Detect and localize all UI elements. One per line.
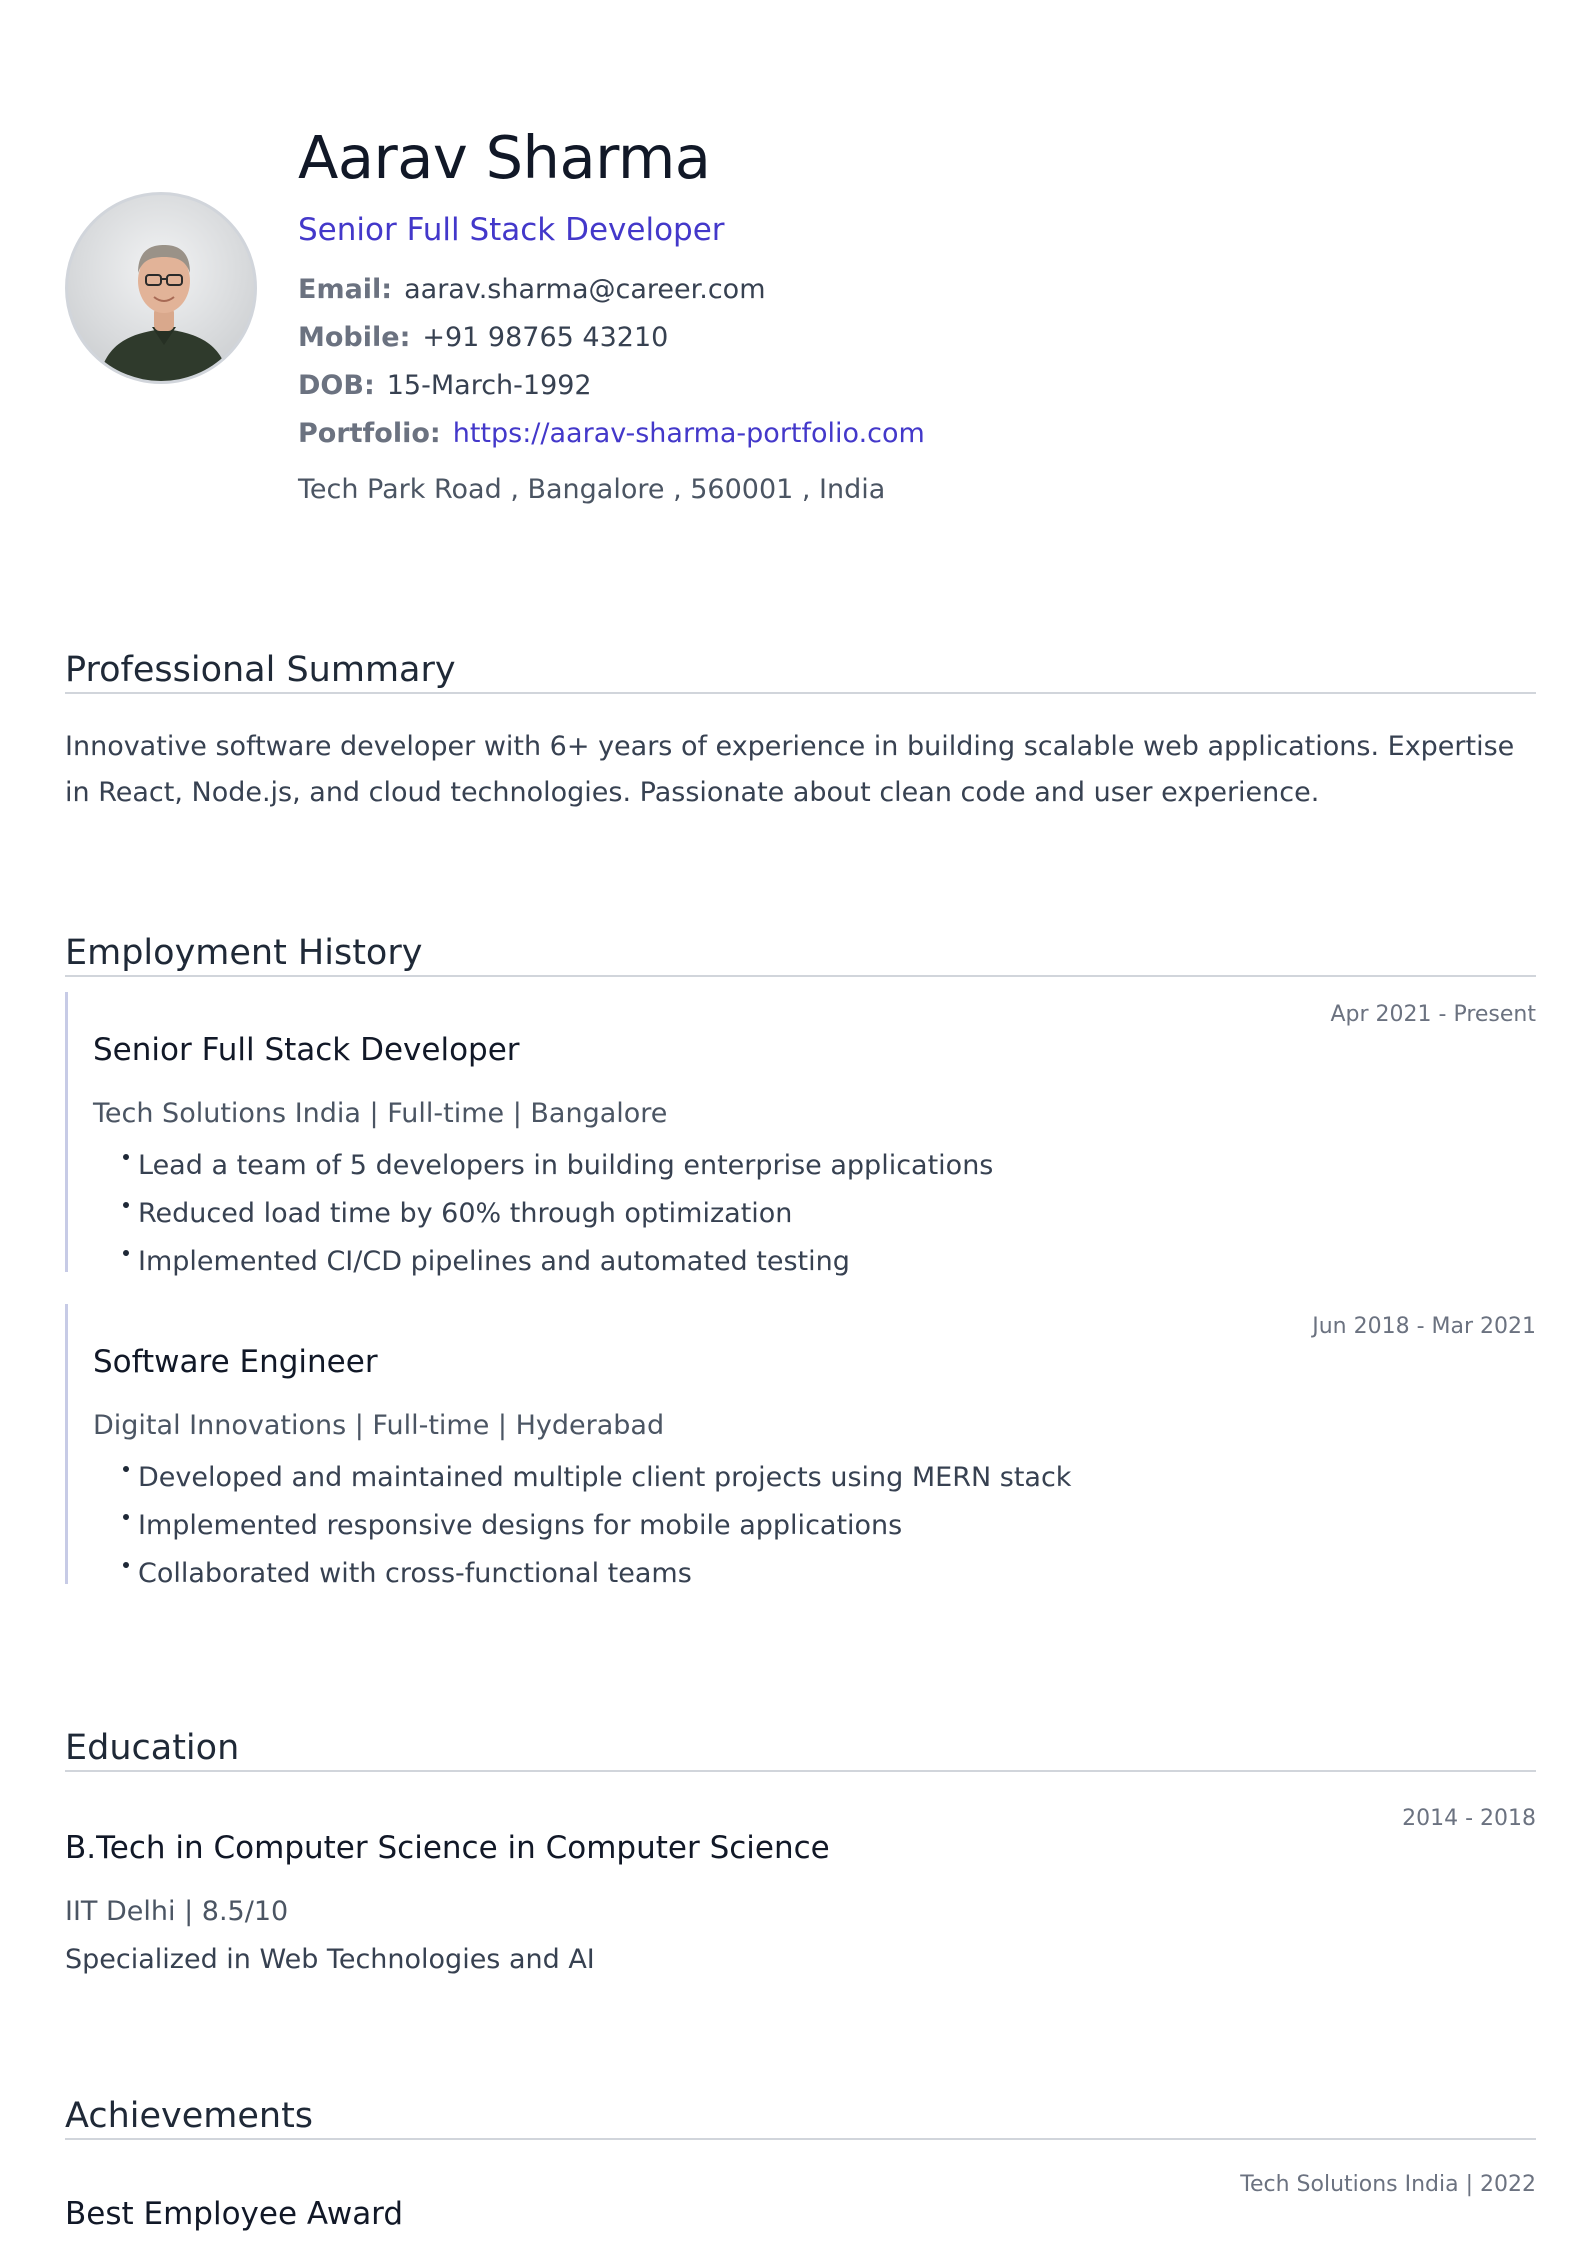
candidate-title: Senior Full Stack Developer [298,212,725,248]
list-item: Implemented responsive designs for mobile applications [123,1502,1536,1550]
section-achievements-heading [65,2094,1536,2140]
person-photo-icon [68,195,257,384]
mobile-row [298,314,1398,362]
job-meta: Digital Innovations | Full-time | Hyderabad [93,1410,665,1441]
list-item: Lead a team of 5 developers in building enterprise applications [123,1142,1536,1190]
summary-text: Innovative software developer with 6+ years of experience in building scalable web applications. Expertise in React, Node.js, and cloud technologies. Passionate about clean code and user experience. [65,731,1515,808]
section-education-heading [65,1726,1536,1772]
section-title: Education [65,1728,240,1768]
job-entry [65,992,1536,1277]
list-item: Implemented CI/CD pipelines and automated testing [123,1238,1536,1286]
section-title: Professional Summary [65,650,456,690]
portfolio-label: Portfolio: [298,418,441,449]
section-title: Employment History [65,933,423,973]
email-value: aarav.sharma@career.com [404,274,766,305]
achievement-entry [65,2172,1536,2234]
email-label: Email: [298,274,393,305]
dob-value: 15-March-1992 [386,370,592,401]
candidate-name: Aarav Sharma [298,123,711,192]
list-item: Collaborated with cross-functional teams [123,1550,1536,1598]
job-dates: Jun 2018 - Mar 2021 [1312,1314,1536,1339]
job-meta: Tech Solutions India | Full-time | Bangalore [93,1098,668,1129]
section-summary-heading [65,648,1536,694]
education-entry [65,1806,1536,1978]
portfolio-row [298,410,1398,458]
job-dates: Apr 2021 - Present [1330,1002,1536,1027]
achievement-meta: Tech Solutions India | 2022 [1240,2172,1536,2197]
list-item: Developed and maintained multiple client projects using MERN stack [123,1454,1536,1502]
header-info [298,120,1398,514]
section-title: Achievements [65,2096,314,2136]
education-note: Specialized in Web Technologies and AI [65,1944,595,1975]
job-title: Senior Full Stack Developer [93,1032,520,1068]
education-meta: IIT Delhi | 8.5/10 [65,1896,289,1927]
education-dates: 2014 - 2018 [1402,1806,1536,1831]
dob-row [298,362,1398,410]
contact-details [298,266,1398,458]
mobile-label: Mobile: [298,322,411,353]
list-item: Reduced load time by 60% through optimization [123,1190,1536,1238]
mobile-value: +91 98765 43210 [422,322,669,353]
achievement-title: Best Employee Award [65,2196,404,2232]
job-bullets [93,1454,1536,1598]
section-employment-heading [65,931,1536,977]
job-title: Software Engineer [93,1344,378,1380]
email-row [298,266,1398,314]
job-bullets [93,1142,1536,1286]
portfolio-link[interactable]: https://aarav-sharma-portfolio.com [452,418,925,449]
resume-page [65,0,1536,2246]
job-entry [65,1304,1536,1589]
dob-label: DOB: [298,370,375,401]
address: Tech Park Road , Bangalore , 560001 , India [298,474,886,505]
profile-photo [65,192,257,384]
education-title: B.Tech in Computer Science in Computer Science [65,1830,830,1866]
